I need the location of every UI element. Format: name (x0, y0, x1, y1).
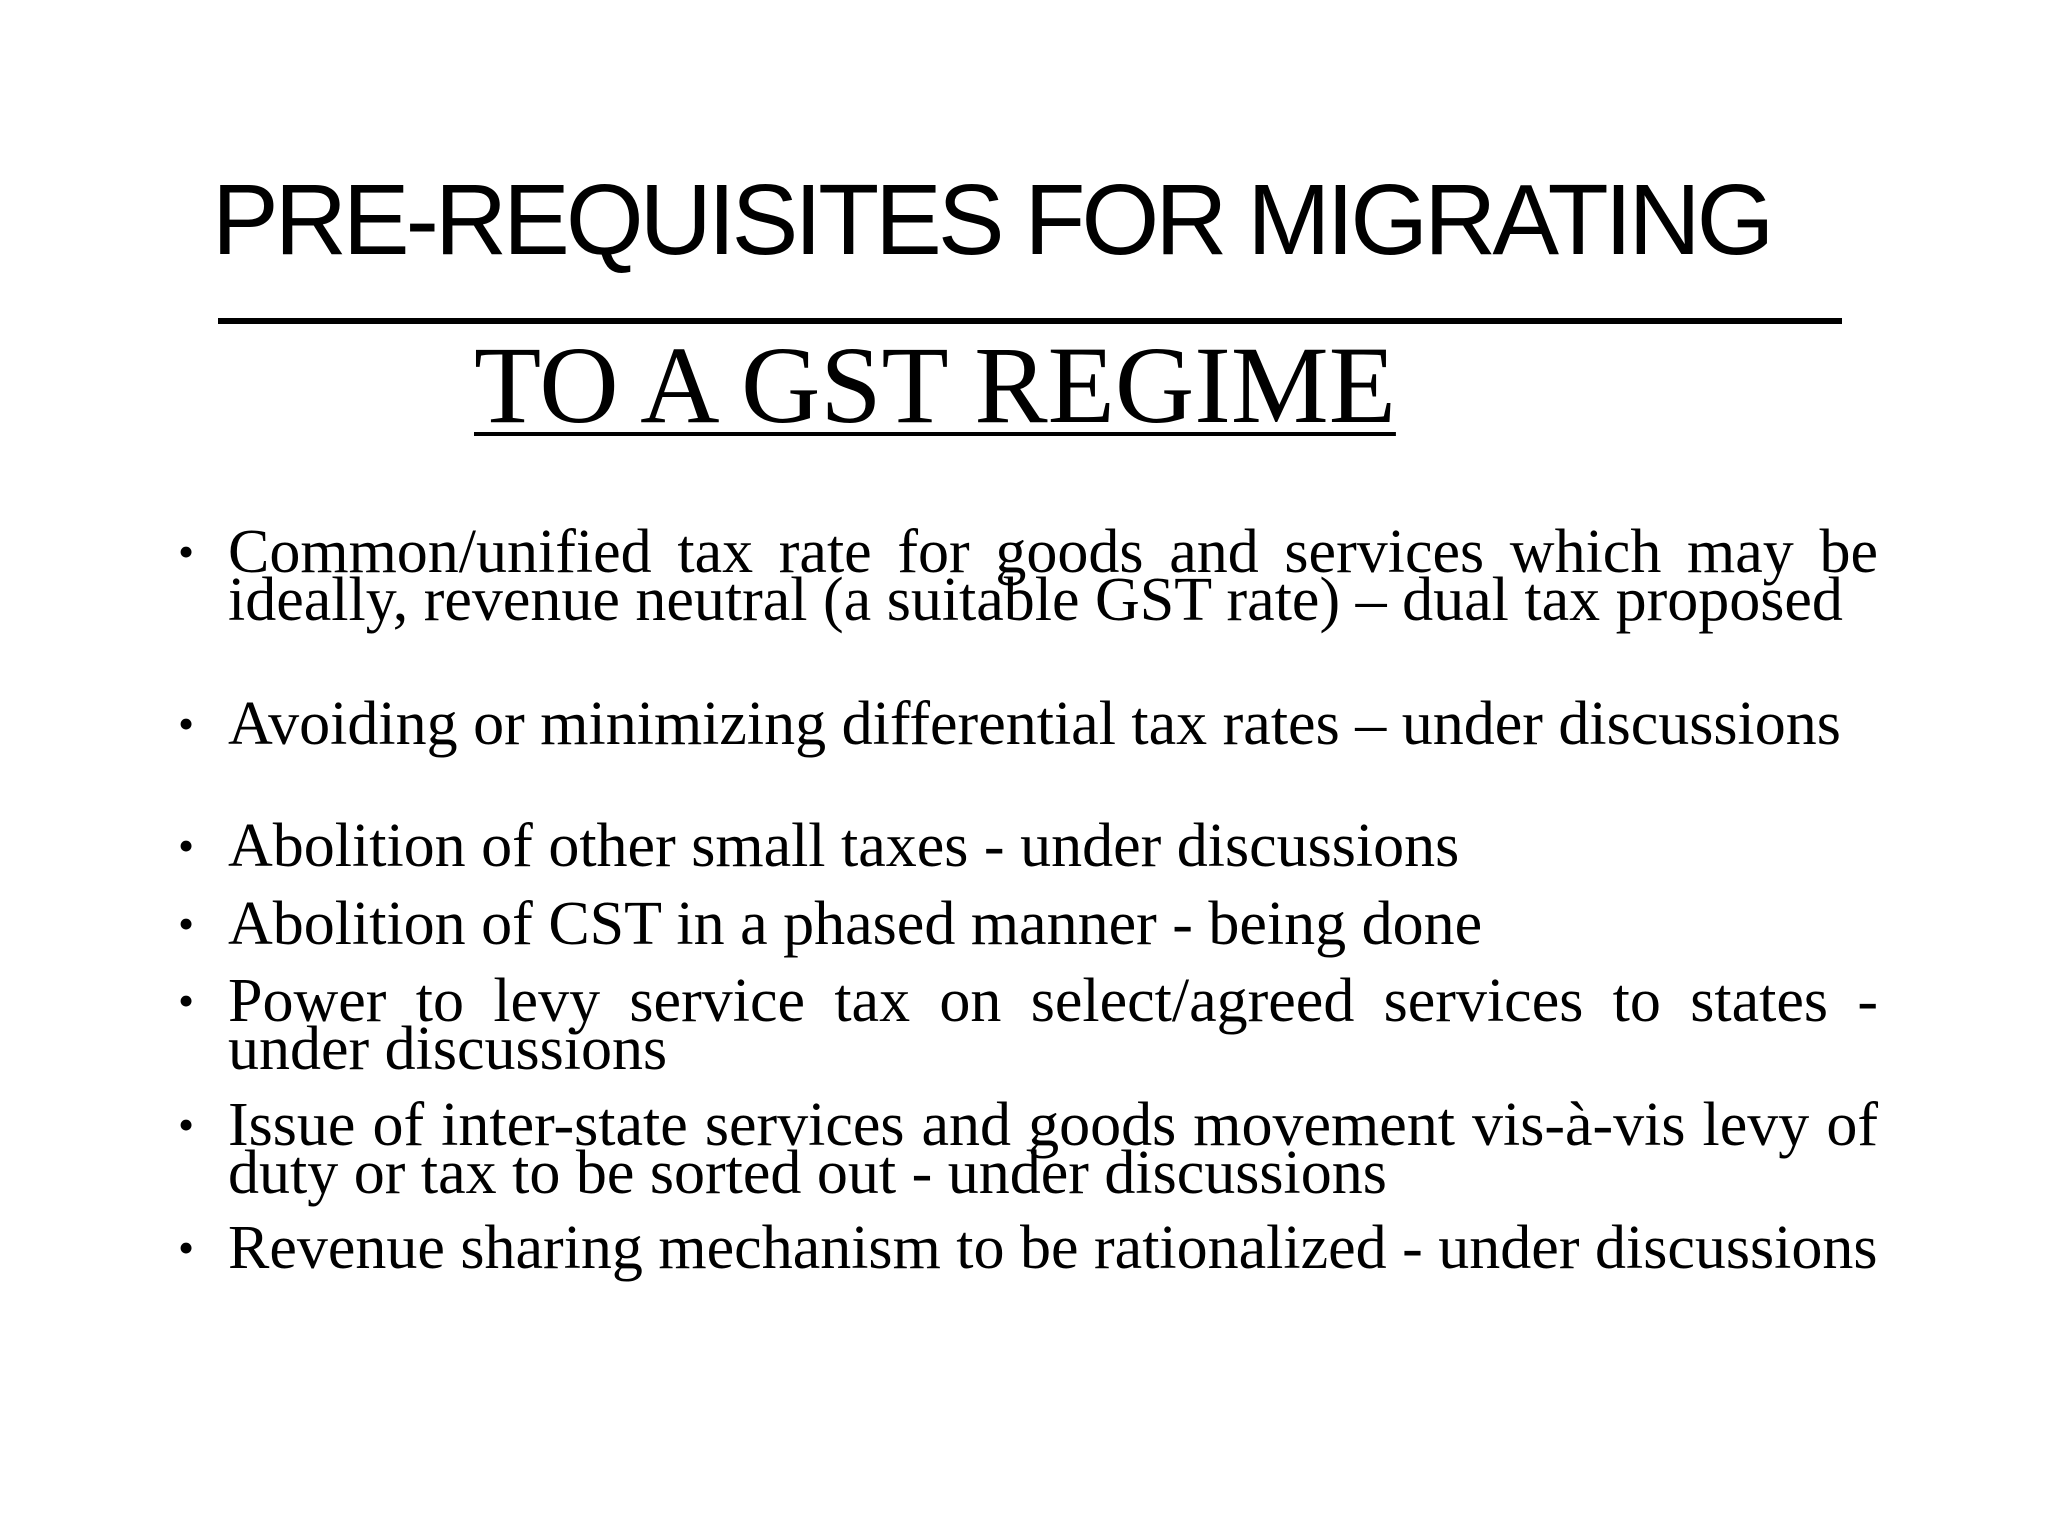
bullet-item-service-tax (178, 967, 1878, 1083)
bullet-text: Power to levy service tax on select/agreed services to states - under discussions (228, 967, 1878, 1083)
bullet-icon: • (178, 698, 195, 749)
bullet-text: Issue of inter-state services and goods movement vis-à-vis levy of duty or tax to be sorted out - under discussions (228, 1091, 1878, 1207)
bullet-item-tax-rate (178, 518, 1878, 634)
bullet-item-revenue-sharing (178, 1214, 1878, 1282)
bullet-item-inter-state (178, 1091, 1878, 1207)
bullet-icon: • (178, 526, 195, 577)
bullet-text: Avoiding or minimizing differential tax rates – under discussions (228, 690, 1841, 758)
bullet-item-differential-rates (178, 690, 1878, 758)
slide-title-line1: PRE-REQUISITES FOR MIGRATING (212, 164, 1771, 276)
bullet-icon: • (178, 975, 195, 1026)
bullet-icon: • (178, 1099, 195, 1150)
bullet-item-cst (178, 890, 1878, 958)
bullet-text: Revenue sharing mechanism to be rationalized - under discussions (228, 1214, 1878, 1282)
bullet-text: Abolition of CST in a phased manner - being done (228, 890, 1483, 958)
bullet-text: Abolition of other small taxes - under discussions (228, 812, 1460, 880)
bullet-icon: • (178, 898, 195, 949)
bullet-icon: • (178, 820, 195, 871)
bullet-item-small-taxes (178, 812, 1878, 880)
bullet-icon: • (178, 1222, 195, 1273)
bullet-text: Common/unified tax rate for goods and services which may be ideally, revenue neutral (a suitable GST rate) – dual tax proposed (228, 518, 1878, 634)
slide-title-line2: TO A GST REGIME (474, 324, 1396, 446)
